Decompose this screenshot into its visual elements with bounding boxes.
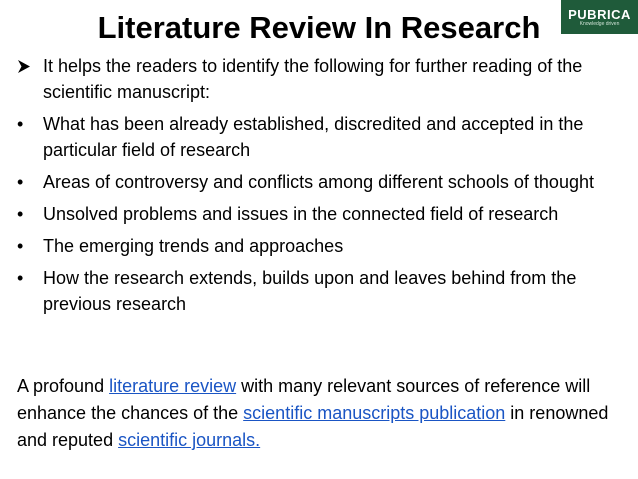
list-item [17, 201, 625, 227]
bullet-icon: • [17, 268, 24, 288]
list-item [17, 233, 625, 259]
bullet-icon: • [17, 114, 24, 134]
list-item [17, 265, 625, 317]
intro-item [17, 53, 625, 105]
list-item-text: What has been already established, discredited and accepted in the particular field of research [43, 114, 584, 160]
literature-review-link[interactable]: literature review [109, 376, 237, 396]
list-item-text: The emerging trends and approaches [43, 236, 344, 256]
list-item [17, 169, 625, 195]
page-title: Literature Review In Research [97, 10, 541, 45]
list-item-text: Unsolved problems and issues in the connected field of research [43, 204, 559, 224]
pubrica-logo [561, 0, 638, 34]
list-item-text: Areas of controversy and conflicts among different schools of thought [43, 172, 594, 192]
arrow-bullet-icon [17, 53, 39, 80]
scientific-journals-link[interactable]: scientific journals. [118, 430, 261, 450]
bullet-icon: • [17, 236, 24, 256]
intro-text: It helps the readers to identify the following for further reading of the scientific manuscript: [43, 56, 583, 102]
summary-paragraph [17, 373, 625, 454]
paragraph-text: A profound [17, 376, 110, 396]
list-item-text: How the research extends, builds upon and leaves behind from the previous research [43, 268, 577, 314]
logo-text: PUBRICA [568, 7, 631, 22]
bullet-icon: • [17, 204, 24, 224]
bullet-icon: • [17, 172, 24, 192]
paragraph-text: with many relevant sources of reference will enhance the chances of the [17, 376, 591, 423]
bullet-list [17, 53, 625, 323]
list-item [17, 111, 625, 163]
scientific-manuscripts-publication-link[interactable]: scientific manuscripts publication [243, 403, 506, 423]
paragraph-text: in renowned and reputed [17, 403, 609, 450]
logo-tagline: Knowledge driven [579, 21, 620, 27]
